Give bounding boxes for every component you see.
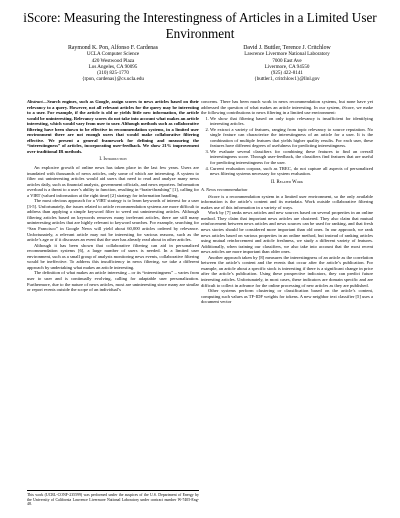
subsection-heading-news-recommendation: A. News recommendation xyxy=(201,187,248,193)
affiliation-line: Livermore, CA 94550 xyxy=(264,63,310,70)
author-group-ucla xyxy=(28,45,198,83)
affiliation-line: Lawrence Livermore National Laboratory xyxy=(244,51,330,58)
paragraph: An explosive growth of online news has taken place in the last few years. Users are inundated with thousands of news articles, only some of which are interesting. A system to filter out uninteresting articles would aid users that need to read and analyze many news articles daily, such as financial analysts, government officials, and news reporters. Information overload is a threat to a user’s ability to function, resulting in “brain-thrashing” [1], calling for a VIRT (valued information at the right time) [2] strategy for information handling. xyxy=(27,165,199,198)
paragraph: Other systems perform clustering or classification based on the article’s content, computing such values as TF-IDF weights for tokens. A new neighbor text classifier [5] uses a document vector xyxy=(201,288,373,305)
list-item: 4. Current evaluation corpora, such as TREC, do not capture all aspects of personalized news filtering systems necessary for system evaluation. xyxy=(210,166,373,177)
paragraph: Work by [7] ranks news articles and new sources based on several properties in an online method. They claim that important news articles are clustered. They also claim that mutual reinforcement between news articles and news sources can be used for ranking, and that fresh news stories should be considered more important than old ones. In our approach, we rank news articles based on various properties in an online method, but instead of ranking articles using mutual reinforcement and article freshness, we study a different variety of features. Additionally, when training our classifiers, we also take into account that the most recent news articles are more important than older ones. xyxy=(201,210,373,255)
contribution-list xyxy=(201,116,373,177)
footnote: This work (UCRL-CONF-235599) was performed under the auspices of the U.S. Department of Energy by the University of California Lawrence Livermore National Laboratory under contract number W-7405-Eng-48. xyxy=(27,490,199,507)
abstract-text: Search engines, such as Google, assign scores to news articles based on their relevancy to a query. However, not all relevant articles for the query may be interesting to a user. For example, if the article is old or yields little new information, the article would be uninteresting. Relevancy scores do not take into account what makes an article interesting, which would vary from user to user. Although methods such as collaborative filtering have been shown to be effective in recommendation systems, in a limited user environment there are not enough users that would make collaborative filtering effective. We present a general framework for defining and measuring the “interestingness” of articles, incorporating user-feedback. We show 21% improvement over traditional IR methods. xyxy=(27,99,199,154)
affiliation-line: 7000 East Ave xyxy=(272,57,302,64)
section-heading-introduction: I. Introduction xyxy=(99,157,127,163)
paper-title: iScore: Measuring the Interestingness of Articles in a Limited User Environment xyxy=(23,10,377,41)
paragraph: Another approach taken by [8] measures the interestingness of an article as the correlation between the article’s content and the events that occur after the article’s publication. For example, an article about a specific stock is interesting if there is a significant change in price after the article’s publication. Using these prospective indicators, they can predict future interesting articles. Unfortunately, in most cases, these indicators are domain specific and are difficult to collect in advance for the online processing of new articles as they are published. xyxy=(201,254,373,288)
left-column xyxy=(27,99,199,293)
paragraph: iScore is a recommendation system in a limited user environment, so the only available information is the article’s content and its metadata. Work outside collaborative filtering makes use of this information in a variety of ways. xyxy=(201,193,373,210)
affiliation-line: UCLA Computer Science xyxy=(86,51,140,58)
paragraph: The definition of what makes an article interesting – or its “interestingness” – varies from user to user and is continually evolving, calling for adaptable user personalization. Furthermore, due to the nature of news articles, most are uninteresting since many are similar or report events outside the scope of an individual’s xyxy=(27,270,199,293)
author-group-llnl xyxy=(202,45,372,83)
paragraph: Although it has been shown that collaborative filtering can aid in personalized recommendation systems [6], a large number of users is needed. In a limited user environment, such as a small group of analysts monitoring news events, collaborative filtering would be ineffective. To address this insufficiency in news filtering, we take a different approach by undertaking what makes an article interesting. xyxy=(27,242,199,270)
list-item: 2. We extract a variety of features, ranging from topic relevancy to source reputation. No single feature can characterize the interestingness of an article for a user. It is the combination of multiple features that yields higher quality results. For each user, these features have different degrees of usefulness for predicting interestingness. xyxy=(210,127,373,149)
affiliation-line: 420 Westwood Plaza xyxy=(91,57,135,64)
affiliation-line: (925) 422-8141 xyxy=(271,70,303,77)
affiliation-line: (310) 825-1770 xyxy=(97,70,129,77)
abstract: Abstract—Search engines, such as Google, assign scores to news articles based on their relevancy to a query. However, not all relevant articles for the query may be interesting to a user. For example, if the article is old or yields little new information, the article would be uninteresting. Relevancy scores do not take into account what makes an article interesting, which would vary from user to user. Although methods such as collaborative filtering have been shown to be effective in recommendation systems, in a limited user environment there are not enough users that would make collaborative filtering effective. We present a general framework for defining and measuring the “interestingness” of articles, incorporating user-feedback. We show 21% improvement over traditional IR methods. xyxy=(27,99,199,154)
author-names: David J. Buttler, Terence J. Critchlow xyxy=(243,45,331,51)
author-block xyxy=(28,45,372,83)
list-item: 1. We show that filtering based on only topic relevancy is insufficient for identifying interesting articles. xyxy=(210,116,373,127)
affiliation-line: Los Angeles, CA 90095 xyxy=(88,63,138,70)
author-email: {buttler1, critchlow1}@llnl.gov xyxy=(254,76,320,83)
list-item: 3. We evaluate several classifiers for combining these features to find an overall interestingness score. Through user-feedback, the classifiers find features that are useful for predicting interestingness for the user. xyxy=(210,149,373,166)
abstract-label: Abstract xyxy=(27,99,43,104)
author-email: {rpon, cardenas}@cs.ucla.edu xyxy=(82,76,144,83)
paragraph: concerns. There has been much work in news recommendation systems, but none have yet addressed the question of what makes an article interesting. In our system, iScore, we make the following contributions to news filtering in a limited use environment: xyxy=(201,99,373,116)
right-column xyxy=(201,99,373,305)
paragraph: The most obvious approach for a VIRT strategy is to learn keywords of interest for a user [3-5]. Unfortunately, the issues related to article recommendation systems are more difficult to address than applying a simple keyword filter to weed out uninteresting articles. Although filtering articles based on keywords removes many irrelevant articles, there are still many uninteresting articles that are highly relevant to keyword searches. For example, searching for “San Francisco” in Google News will yield about 60,000 articles ordered by relevance. Unfortunately, a relevant article may not be interesting for various reasons, such as the article’s age or if it discusses an event that the user has already read about in other articles. xyxy=(27,198,199,243)
author-names: Raymond K. Pon, Alfonso F. Cardenas xyxy=(67,45,159,51)
section-heading-related-work: II. Related Work xyxy=(270,179,304,185)
